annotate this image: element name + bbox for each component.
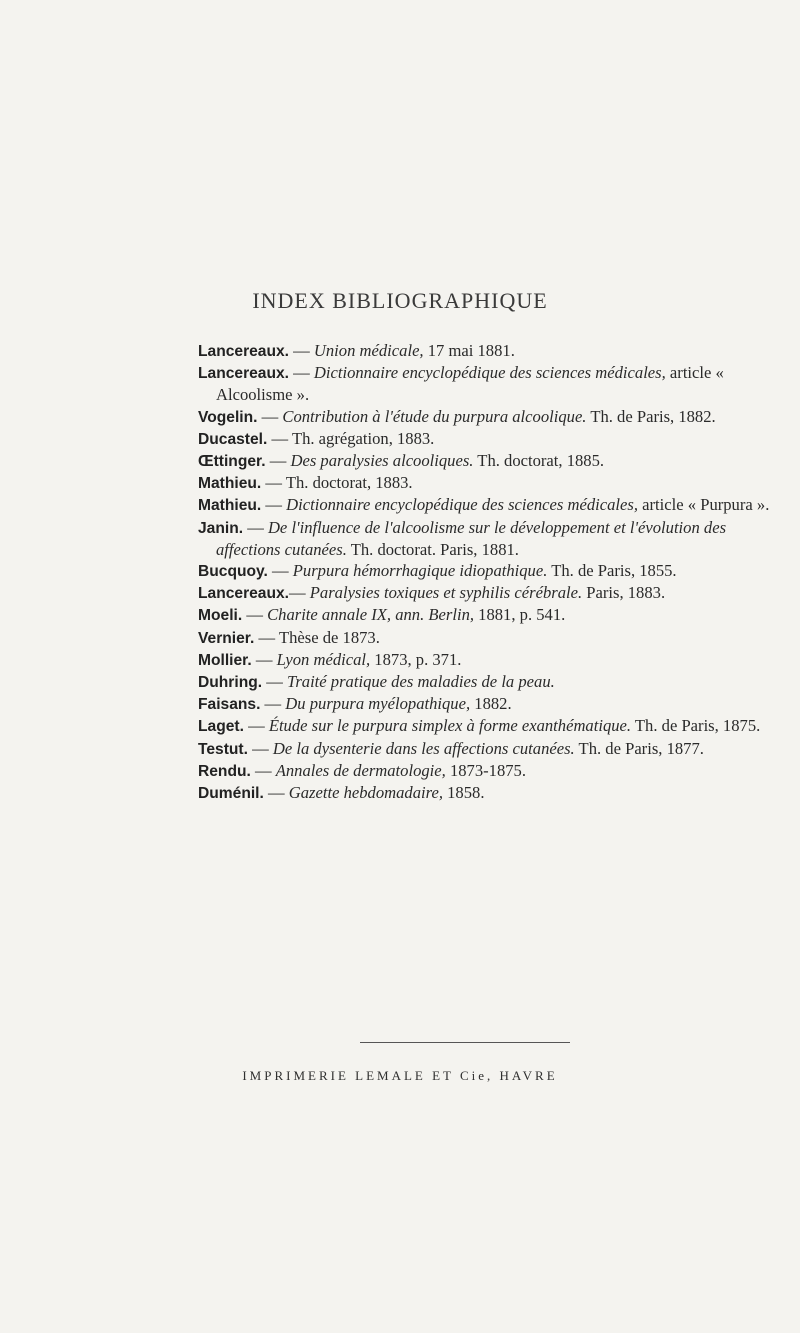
bibliography-entry [198, 604, 783, 626]
entry-separator: — [243, 716, 269, 736]
entry-separator: — [262, 672, 287, 692]
bibliography-entry [198, 649, 783, 671]
bibliography-entry [198, 450, 783, 472]
entry-title: Union médicale, [313, 341, 424, 360]
entry-title: Lyon médical, [276, 649, 371, 669]
entry-author: Lancereaux. [198, 365, 290, 383]
entry-title: De l'influence de l'alcoolisme sur le développement et l'évolution des affections cutanées. [216, 517, 727, 559]
divider-rule [360, 1042, 570, 1043]
bibliography-entry [198, 582, 783, 604]
entry-author: Rendu. [198, 762, 251, 780]
entry-title: Charite annale IX, ann. Berlin, [267, 605, 475, 625]
entry-details: 17 mai 1881. [423, 341, 515, 360]
entry-details: Th. doctorat, 1883. [285, 473, 413, 493]
bibliography-entry [198, 494, 783, 516]
entry-separator: — [247, 738, 273, 758]
entry-details: Th. agrégation, 1883. [291, 428, 435, 448]
bibliography-entry [198, 715, 783, 737]
entry-details: article « Purpura ». [638, 495, 770, 515]
entry-details: 1873, p. 371. [370, 649, 462, 669]
entry-title: Annales de dermatologie, [275, 760, 446, 780]
entry-author: Bucquoy. [198, 563, 268, 581]
entry-separator: — [265, 451, 291, 471]
entry-title: Du purpura myélopathique, [285, 694, 471, 714]
entry-author: Janin. [198, 519, 244, 537]
entry-title: Des paralysies alcooliques. [290, 451, 474, 471]
bibliography-entry [198, 627, 783, 649]
entry-title: Dictionnaire encyclopédique des sciences médicales, [313, 363, 666, 383]
entry-title: Étude sur le purpura simplex à forme exanthématique. [268, 716, 632, 736]
entry-author: Vernier. [198, 629, 255, 647]
bibliography-entry [198, 406, 783, 428]
entry-separator: — [263, 783, 289, 803]
entry-author: Mathieu. [198, 475, 262, 493]
entry-separator: — [267, 561, 293, 581]
entry-title: Dictionnaire encyclopédique des sciences médicales, [286, 495, 639, 515]
entry-separator: — [261, 473, 286, 493]
entry-details: Paris, 1883. [582, 583, 666, 603]
entry-title: Traité pratique des maladies de la peau. [287, 672, 555, 692]
entry-author: Duhring. [198, 674, 263, 692]
bibliography-entry [198, 340, 783, 362]
entry-author: Mollier. [198, 651, 252, 669]
entry-author: Testut. [198, 740, 248, 758]
entry-details: 1881, p. 541. [474, 605, 566, 625]
entry-author: Vogelin. [198, 408, 258, 426]
entry-details: Th. de Paris, 1875. [631, 716, 761, 736]
entry-author: Ducastel. [198, 430, 268, 448]
entry-author: Lancereaux. [198, 343, 290, 360]
bibliography-entry [198, 782, 783, 804]
entry-details: 1882. [470, 694, 512, 714]
entry-separator: — [254, 627, 279, 647]
entry-details: Th. de Paris, 1882. [586, 406, 716, 426]
entry-separator: — [251, 649, 277, 669]
entry-separator: — [250, 760, 276, 780]
entry-details: 1858. [442, 783, 485, 803]
entry-title: De la dysenterie dans les affections cutanées. [272, 738, 575, 758]
entry-details: Th. doctorat. Paris, 1881. [346, 539, 519, 559]
entry-author: Mathieu. [198, 497, 262, 515]
entry-author: Œttinger. [198, 453, 266, 471]
entry-details: Th. de Paris, 1877. [574, 738, 704, 758]
entry-separator: — [267, 428, 292, 448]
entry-separator: — [257, 406, 283, 426]
entry-details: Th. doctorat, 1885. [473, 451, 605, 471]
entry-author: Lancereaux. [198, 585, 290, 603]
entry-details: Thèse de 1873. [278, 627, 380, 647]
entry-title: Gazette hebdomadaire, [288, 783, 443, 803]
bibliography-entry [198, 560, 783, 582]
page-title: INDEX BIBLIOGRAPHIQUE [252, 288, 548, 313]
entry-title: Purpura hémorrhagique idiopathique. [292, 561, 548, 581]
bibliography-entry [198, 517, 783, 560]
bibliography-entry [198, 671, 783, 693]
entry-separator: — [260, 694, 286, 714]
printer-imprint: IMPRIMERIE LEMALE ET Cie, HAVRE [242, 1068, 558, 1083]
bibliography-entry [198, 428, 783, 450]
bibliography-entry [198, 693, 783, 715]
bibliography-entry [198, 362, 783, 405]
bibliography-entry [198, 738, 783, 760]
entry-separator: — [289, 583, 310, 603]
entry-separator: — [243, 517, 268, 537]
entry-separator: — [261, 495, 287, 515]
entry-author: Duménil. [198, 785, 264, 803]
entry-separator: — [289, 363, 314, 383]
entry-author: Moeli. [198, 607, 243, 625]
bibliography-entry [198, 760, 783, 782]
entry-separator: — [289, 341, 314, 360]
entry-title: Paralysies toxiques et syphilis cérébrale. [309, 583, 583, 603]
bibliography-list [198, 340, 783, 804]
entry-details: Th. de Paris, 1855. [547, 561, 677, 581]
entry-details: 1873-1875. [445, 760, 526, 780]
entry-title: Contribution à l'étude du purpura alcoolique. [282, 406, 587, 426]
entry-details: article « Alcoolisme ». [216, 363, 724, 405]
entry-author: Laget. [198, 718, 244, 736]
entry-separator: — [242, 605, 268, 625]
entry-author: Faisans. [198, 696, 261, 714]
bibliography-entry [198, 472, 783, 494]
